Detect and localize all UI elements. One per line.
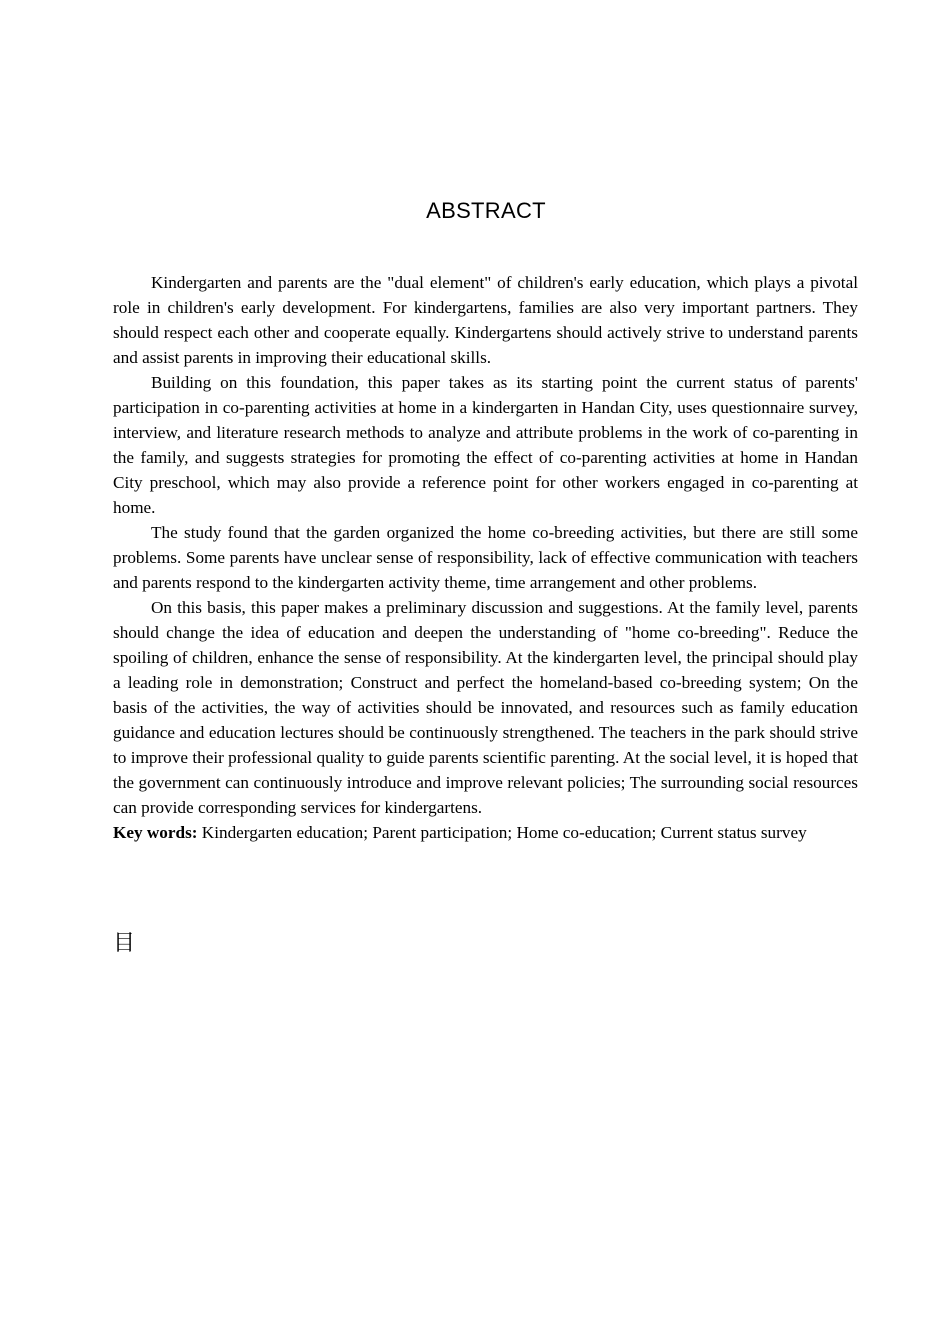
- abstract-paragraph: The study found that the garden organized the home co-breeding activities, but there are still some problems. Some parents have unclear sense of responsibility, lack of effective communication with teachers and parents respond to the kindergarten activity theme, time arrangement and other problems.: [113, 523, 858, 592]
- keywords-text: Kindergarten education; Parent participation; Home co-education; Current status survey: [197, 823, 807, 842]
- abstract-body: [113, 270, 858, 845]
- keywords-label: Key words:: [113, 823, 198, 842]
- abstract-paragraph: On this basis, this paper makes a preliminary discussion and suggestions. At the family level, parents should change the idea of education and deepen the understanding of "home co-breeding". Reduce the spoiling of children, enhance the sense of responsibility. At the kindergarten level, the principal should play a leading role in demonstration; Construct and perfect the homeland-based co-breeding system; On the basis of the activities, the way of activities should be innovated, and resources such as family education guidance and education lectures should be continuously strengthened. The teachers in the park should strive to improve their professional quality to guide parents scientific parenting. At the social level, it is hoped that the government can continuously introduce and improve relevant policies; The surrounding social resources can provide corresponding services for kindergartens.: [113, 598, 858, 817]
- keywords-line: [113, 820, 858, 845]
- toc-heading: 目: [113, 931, 136, 956]
- abstract-paragraph: Building on this foundation, this paper takes as its starting point the current status of parents' participation in co-parenting activities at home in a kindergarten in Handan City, uses questionnaire survey, interview, and literature research methods to analyze and attribute problems in the work of co-parenting in the family, and suggests strategies for promoting the effect of co-parenting activities at home in Handan City preschool, which may also provide a reference point for other workers engaged in co-parenting at home.: [113, 373, 858, 517]
- abstract-paragraph: Kindergarten and parents are the "dual element" of children's early education, which plays a pivotal role in children's early development. For kindergartens, families are also very important partners. They should respect each other and cooperate equally. Kindergartens should actively strive to understand parents and assist parents in improving their educational skills.: [113, 273, 858, 367]
- abstract-title: ABSTRACT: [426, 198, 546, 223]
